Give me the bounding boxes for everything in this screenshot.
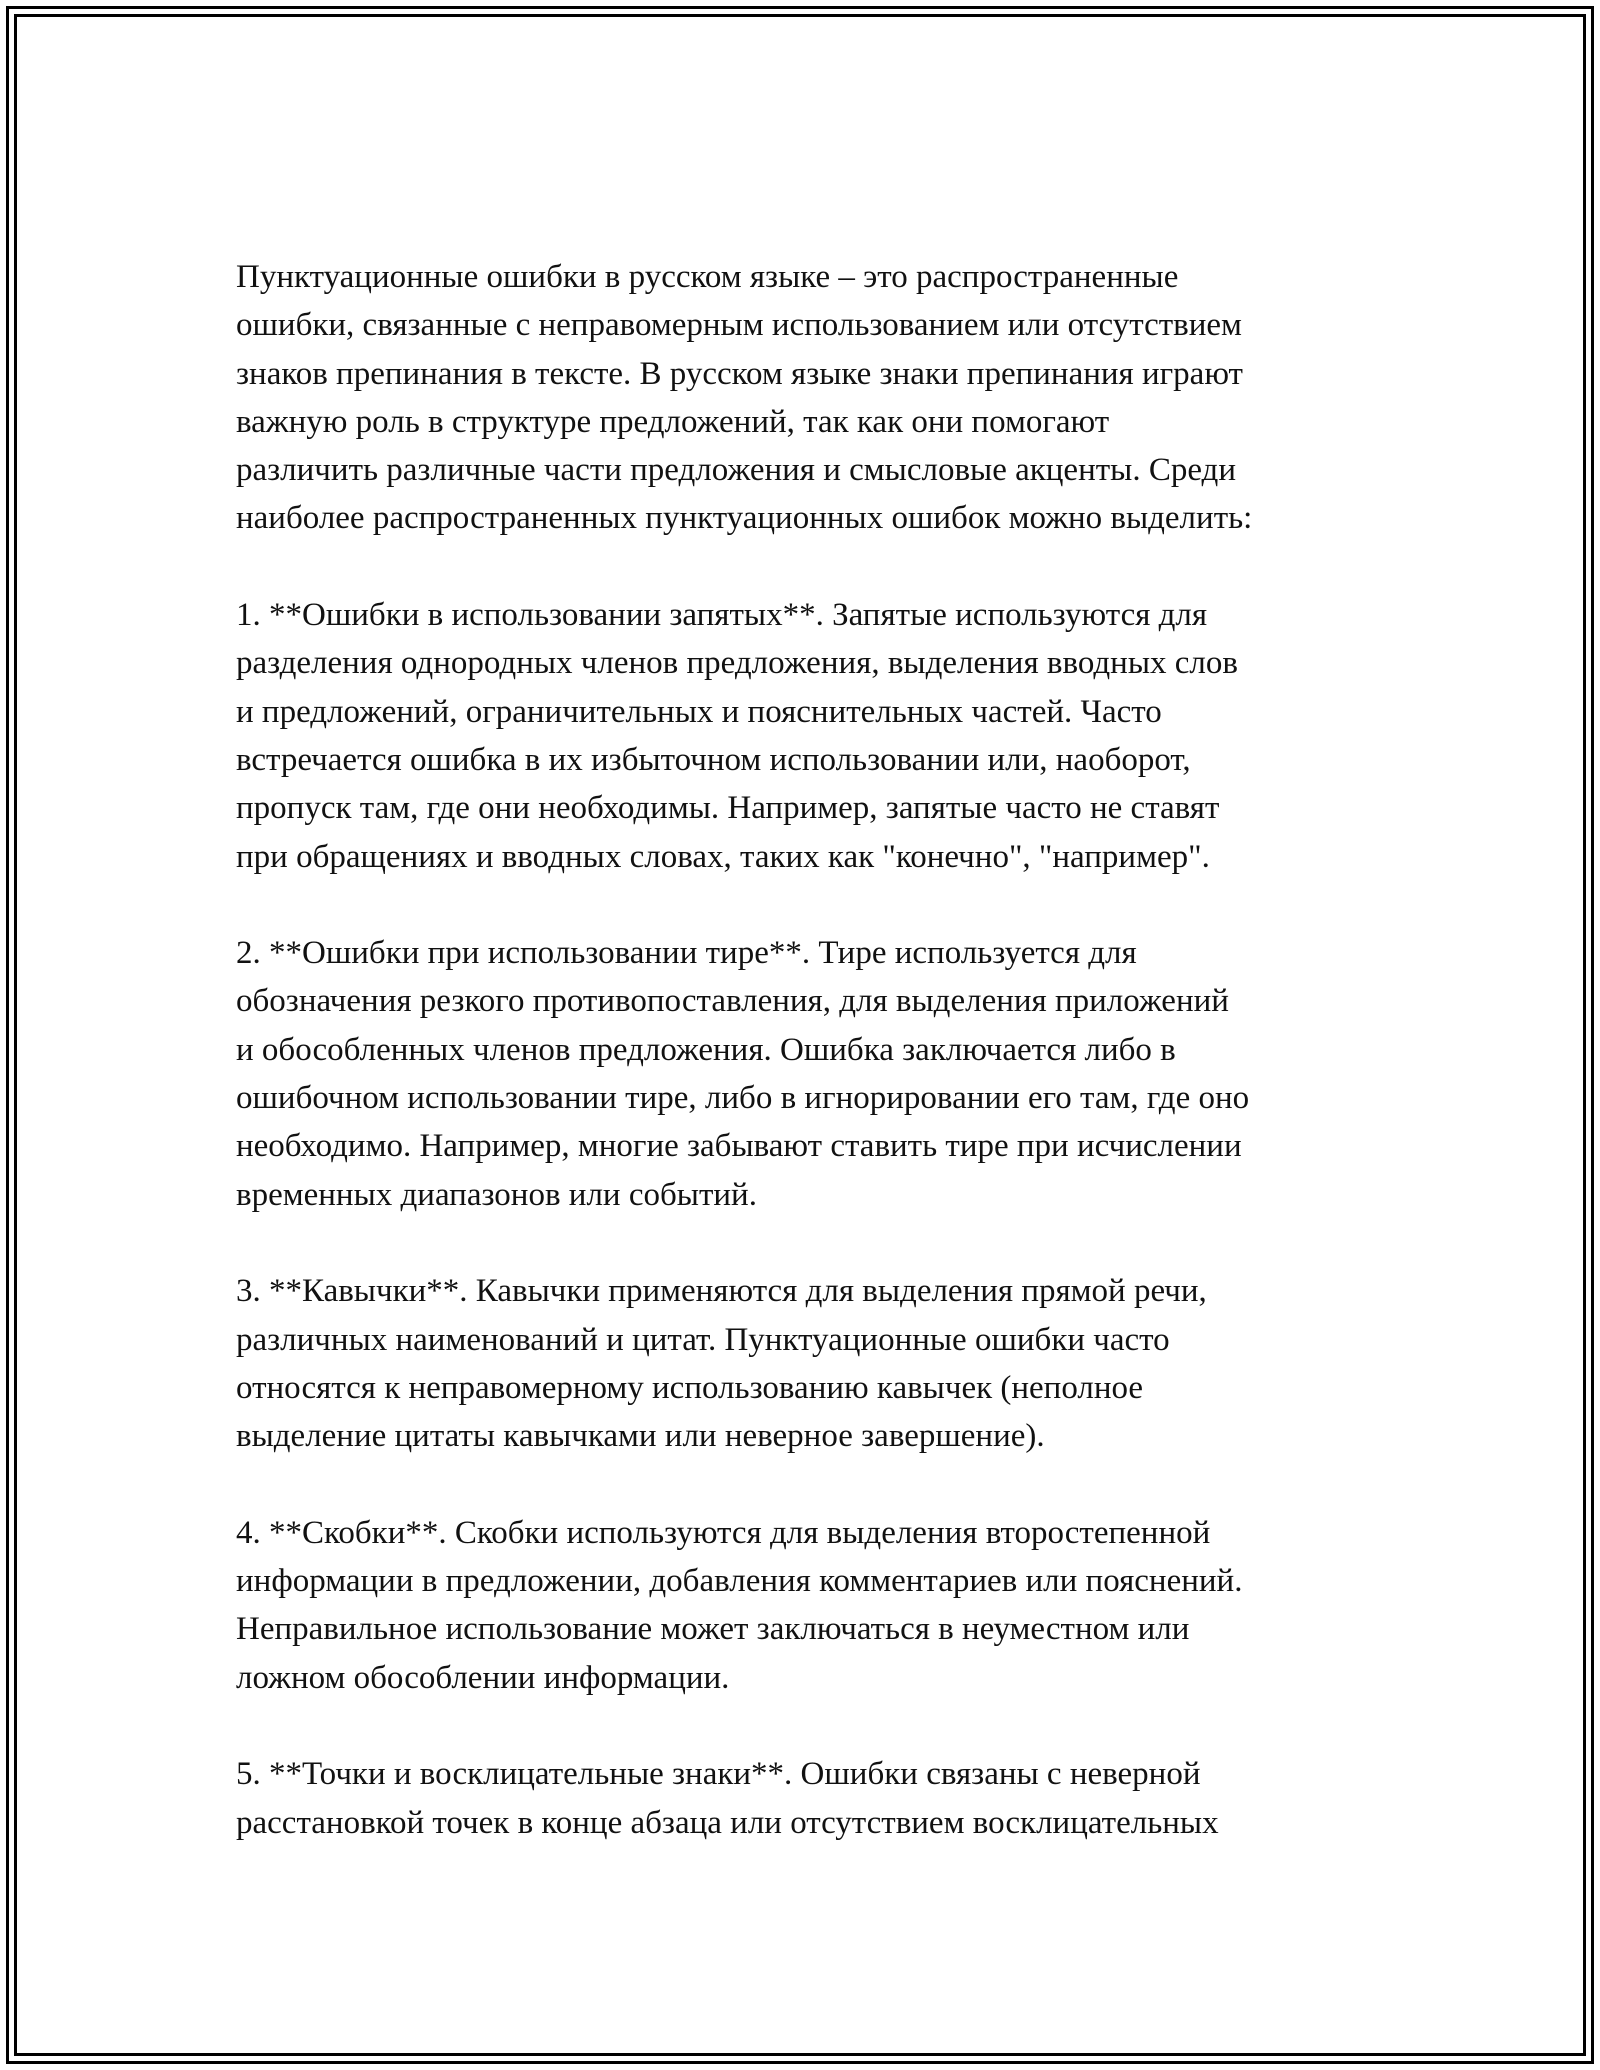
paragraph-item-2-dash [236, 929, 1396, 1219]
text-line: относятся к неправомерному использованию кавычек (неполное [236, 1369, 1144, 1406]
text-line: 4. **Скобки**. Скобки используются для выделения второстепенной [236, 1514, 1211, 1551]
paragraph-item-1-commas [236, 591, 1396, 881]
paragraph-spacer [236, 1219, 1396, 1267]
paragraph-item-3-quotes [236, 1267, 1396, 1460]
text-line: Пунктуационные ошибки в русском языке – это распространенные [236, 259, 1179, 295]
text-line: выделение цитаты кавычками или неверное завершение). [236, 1418, 1045, 1455]
text-line: при обращениях и вводных словах, таких как "конечно", "например". [236, 838, 1210, 875]
paragraph-item-5-periods [236, 1750, 1396, 1847]
paragraph-spacer [236, 881, 1396, 929]
text-line: 5. **Точки и восклицательные знаки**. Ошибки связаны с неверной [236, 1756, 1201, 1793]
text-line: важную роль в структуре предложений, так как они помогают [236, 403, 1110, 440]
text-line: разделения однородных членов предложения, выделения вводных слов [236, 645, 1238, 682]
text-line: различных наименований и цитат. Пунктуационные ошибки часто [236, 1321, 1170, 1358]
paragraph-intro [236, 253, 1396, 543]
paragraph-spacer [236, 1460, 1396, 1508]
paragraph-spacer [236, 1702, 1396, 1750]
text-line: Неправильное использование может заключаться в неуместном или [236, 1611, 1190, 1648]
text-line: различить различные части предложения и смысловые акценты. Среди [236, 452, 1237, 489]
paragraph-spacer [236, 543, 1396, 591]
text-line: и обособленных членов предложения. Ошибка заключается либо в [236, 1031, 1176, 1068]
text-line: необходимо. Например, многие забывают ставить тире при исчислении [236, 1128, 1242, 1165]
text-line: пропуск там, где они необходимы. Например, запятые часто не ставят [236, 790, 1220, 827]
text-line: 2. **Ошибки при использовании тире**. Тире используется для [236, 935, 1137, 972]
paragraph-item-4-brackets [236, 1509, 1396, 1702]
text-line: знаков препинания в тексте. В русском языке знаки препинания играют [236, 355, 1243, 392]
text-line: временных диапазонов или событий. [236, 1176, 757, 1213]
text-line: наиболее распространенных пунктуационных ошибок можно выделить: [236, 500, 1253, 537]
text-line: ошибки, связанные с неправомерным использованием или отсутствием [236, 307, 1242, 344]
text-line: расстановкой точек в конце абзаца или отсутствием восклицательных [236, 1804, 1219, 1841]
text-line: информации в предложении, добавления комментариев или пояснений. [236, 1563, 1243, 1600]
document-body [236, 253, 1396, 1847]
text-line: обозначения резкого противопоставления, для выделения приложений [236, 983, 1229, 1020]
text-line: и предложений, ограничительных и пояснительных частей. Часто [236, 693, 1162, 730]
text-line: 3. **Кавычки**. Кавычки применяются для выделения прямой речи, [236, 1273, 1207, 1310]
text-line: встречается ошибка в их избыточном использовании или, наоборот, [236, 741, 1191, 778]
text-line: 1. **Ошибки в использовании запятых**. Запятые используются для [236, 597, 1208, 634]
text-line: ошибочном использовании тире, либо в игнорировании его там, где оно [236, 1080, 1250, 1117]
text-line: ложном обособлении информации. [236, 1659, 730, 1696]
